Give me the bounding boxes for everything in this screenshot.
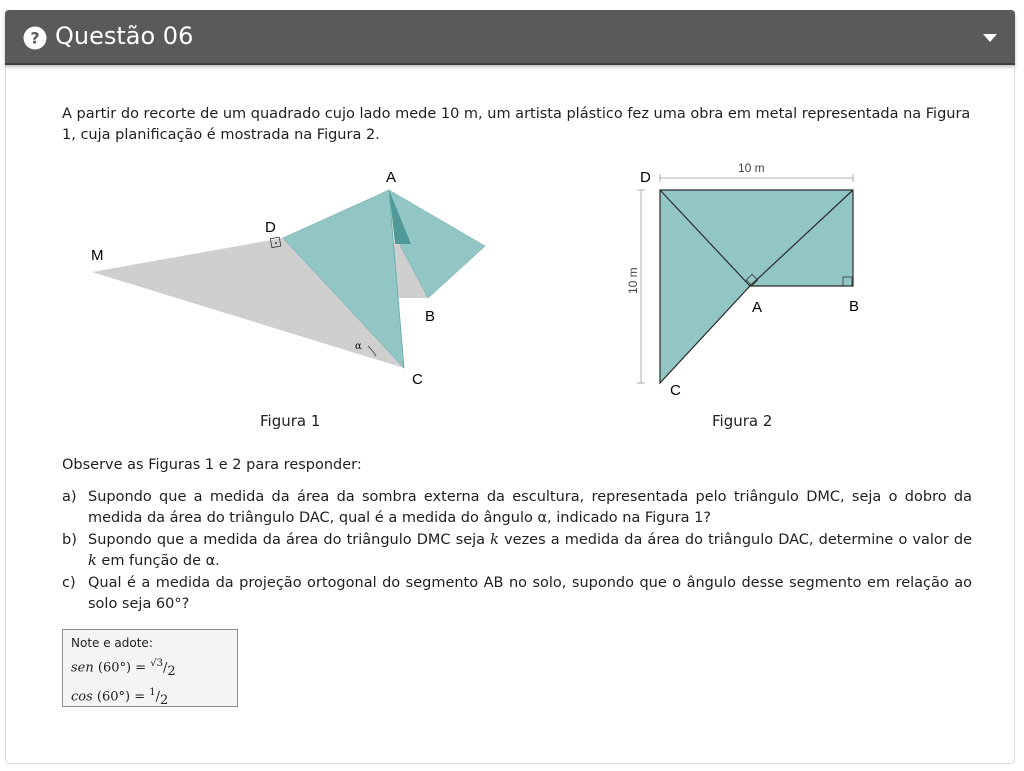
fig2-label-a: A [752, 299, 763, 316]
question-header[interactable] [5, 10, 1015, 65]
item-text: Qual é a medida da projeção ortogonal do segmento AB no solo, supondo que o ângulo desse segmento em relação ao solo seja 60°? [88, 575, 972, 612]
item-label: b) [62, 532, 77, 548]
fig1-label-alpha: α [355, 341, 362, 352]
item-label: c) [62, 575, 76, 591]
note-cos: cos (60°) = $^1$/2 [71, 686, 169, 708]
figure-1-caption: Figura 1 [260, 412, 321, 430]
fig1-label-a: A [386, 169, 397, 186]
observe-instruction: Observe as Figuras 1 e 2 para responder: [62, 457, 362, 473]
fig2-label-d: D [640, 169, 651, 186]
note-box [62, 629, 238, 707]
svg-text:?: ? [30, 28, 40, 48]
question-intro: A partir do recorte de um quadrado cujo lado mede 10 m, um artista plástico fez uma obra em metal representada na Figura 1, cuja planificação é mostrada na Figura 2. [62, 106, 971, 143]
fig1-label-d: D [265, 219, 276, 236]
fig2-dim-top: 10 m [738, 161, 765, 175]
item-label: a) [62, 489, 77, 505]
help-icon [23, 26, 47, 50]
figure-2 [620, 155, 880, 405]
square-planification [660, 190, 853, 383]
fig1-label-c: C [412, 371, 423, 388]
figure-1 [80, 160, 520, 400]
fig2-label-b: B [849, 298, 860, 315]
fig2-label-c: C [670, 382, 681, 399]
chevron-down-icon[interactable] [983, 34, 997, 43]
figure-2-caption: Figura 2 [712, 412, 773, 430]
note-title: Note e adote: [71, 636, 153, 650]
item-text: Supondo que a medida da área da sombra externa da escultura, representada pelo triângulo DMC, seja o dobro da medida da área do triângulo DAC, qual é a medida do ângulo α, indicado na Figura 1? [88, 489, 972, 526]
note-sen: sen (60°) = $^{√3}$/2 [71, 658, 176, 679]
fig2-dim-left: 10 m [626, 267, 640, 294]
question-title: Questão 06 [55, 22, 194, 50]
fig1-label-b: B [425, 308, 436, 325]
item-text: Supondo que a medida da área do triângulo DMC seja k vezes a medida da área do triângulo DAC, determine o valor de k em função de α. [88, 532, 973, 569]
fig1-label-m: M [91, 247, 104, 264]
